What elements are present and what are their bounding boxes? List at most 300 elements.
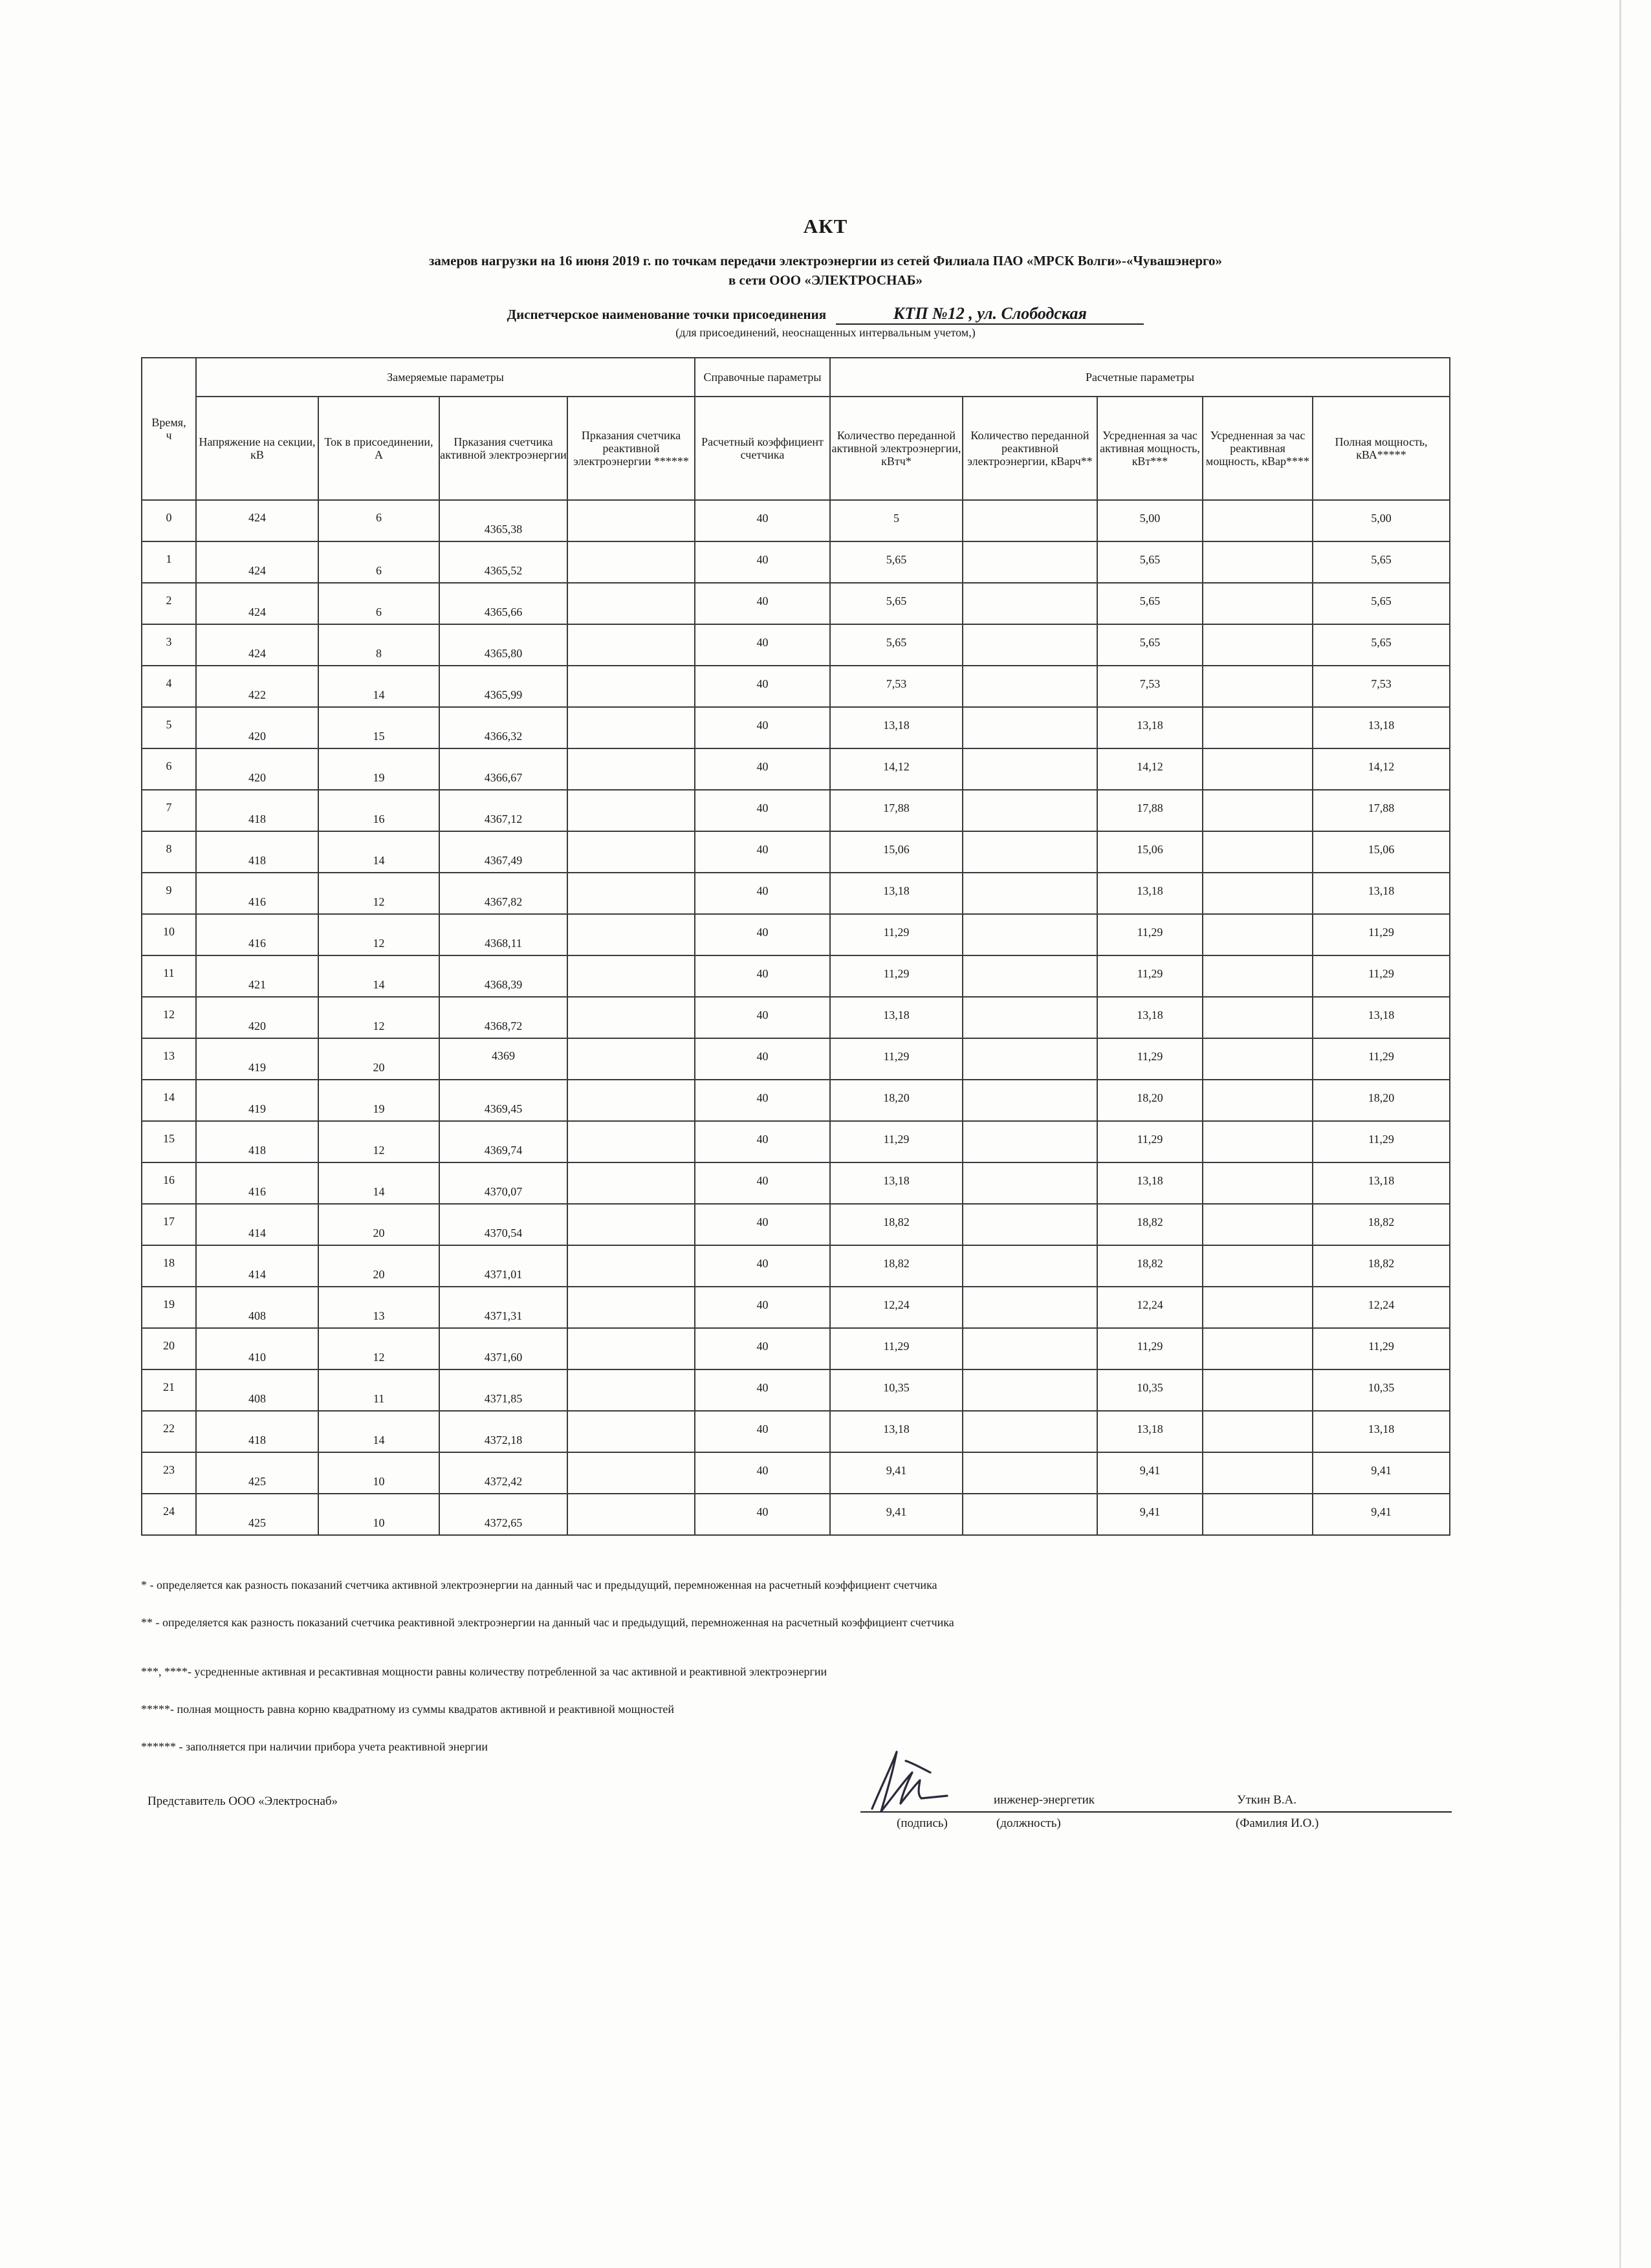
cell-coefficient: 40 — [695, 914, 830, 955]
cell-active-reading: 4371,85 — [439, 1369, 567, 1411]
cell-hour: 7 — [142, 790, 196, 831]
cell-reactive-energy — [963, 583, 1097, 624]
cell-full-power: 18,82 — [1313, 1204, 1450, 1245]
dispatch-name-row — [0, 304, 1651, 325]
cell-voltage: 408 — [196, 1369, 318, 1411]
cell-active-reading: 4365,80 — [439, 624, 567, 666]
cell-avg-active: 5,65 — [1097, 583, 1203, 624]
header-avg-active: Усредненная за час активная мощность, кВт*** — [1097, 397, 1203, 500]
document-subtitle — [0, 251, 1651, 290]
cell-active-energy: 13,18 — [830, 1162, 963, 1204]
cell-active-reading: 4366,67 — [439, 748, 567, 790]
cell-active-reading: 4371,01 — [439, 1245, 567, 1287]
cell-avg-reactive — [1203, 1494, 1313, 1535]
cell-voltage: 424 — [196, 624, 318, 666]
cell-active-energy: 11,29 — [830, 914, 963, 955]
cell-reactive-reading — [567, 748, 695, 790]
table-row — [142, 1411, 1450, 1452]
cell-avg-reactive — [1203, 1162, 1313, 1204]
cell-voltage: 416 — [196, 873, 318, 914]
cell-current: 13 — [318, 1287, 439, 1328]
cell-avg-reactive — [1203, 831, 1313, 873]
cell-active-reading: 4370,07 — [439, 1162, 567, 1204]
cell-current: 14 — [318, 1162, 439, 1204]
cell-avg-active: 14,12 — [1097, 748, 1203, 790]
cell-full-power: 5,65 — [1313, 541, 1450, 583]
cell-coefficient: 40 — [695, 541, 830, 583]
cell-reactive-reading — [567, 624, 695, 666]
cell-current: 16 — [318, 790, 439, 831]
cell-reactive-energy — [963, 1452, 1097, 1494]
cell-coefficient: 40 — [695, 997, 830, 1038]
page-edge — [1619, 0, 1621, 2268]
cell-coefficient: 40 — [695, 1121, 830, 1162]
cell-reactive-energy — [963, 997, 1097, 1038]
cell-full-power: 10,35 — [1313, 1369, 1450, 1411]
cell-avg-reactive — [1203, 500, 1313, 541]
caption-signature: (подпись) — [897, 1816, 948, 1830]
cell-coefficient: 40 — [695, 1204, 830, 1245]
cell-reactive-energy — [963, 914, 1097, 955]
table-row — [142, 790, 1450, 831]
cell-active-energy: 11,29 — [830, 955, 963, 997]
cell-full-power: 13,18 — [1313, 873, 1450, 914]
cell-reactive-reading — [567, 997, 695, 1038]
cell-full-power: 13,18 — [1313, 1411, 1450, 1452]
cell-active-energy: 5,65 — [830, 624, 963, 666]
cell-active-reading: 4365,38 — [439, 500, 567, 541]
table-row — [142, 1162, 1450, 1204]
cell-current: 20 — [318, 1245, 439, 1287]
cell-hour: 15 — [142, 1121, 196, 1162]
cell-reactive-energy — [963, 1494, 1097, 1535]
cell-voltage: 418 — [196, 1411, 318, 1452]
cell-reactive-reading — [567, 1369, 695, 1411]
cell-current: 14 — [318, 831, 439, 873]
cell-avg-active: 9,41 — [1097, 1452, 1203, 1494]
cell-coefficient: 40 — [695, 1038, 830, 1080]
cell-avg-reactive — [1203, 1369, 1313, 1411]
header-avg-reactive: Усредненная за час реактивная мощность, кВар**** — [1203, 397, 1313, 500]
cell-full-power: 9,41 — [1313, 1494, 1450, 1535]
table-row — [142, 1038, 1450, 1080]
document-title: АКТ — [803, 215, 848, 237]
cell-avg-active: 9,41 — [1097, 1494, 1203, 1535]
cell-reactive-reading — [567, 1162, 695, 1204]
cell-reactive-energy — [963, 707, 1097, 748]
header-group-measured: Замеряемые параметры — [196, 358, 695, 397]
cell-avg-active: 13,18 — [1097, 707, 1203, 748]
header-active-reading: Прказания счетчика активной электроэнергии — [439, 397, 567, 500]
cell-current: 14 — [318, 666, 439, 707]
cell-coefficient: 40 — [695, 1369, 830, 1411]
cell-avg-active: 13,18 — [1097, 997, 1203, 1038]
cell-active-energy: 9,41 — [830, 1452, 963, 1494]
cell-coefficient: 40 — [695, 1287, 830, 1328]
cell-reactive-energy — [963, 1080, 1097, 1121]
cell-avg-active: 10,35 — [1097, 1369, 1203, 1411]
cell-reactive-energy — [963, 1411, 1097, 1452]
header-hour: Время, ч — [142, 358, 196, 500]
cell-voltage: 419 — [196, 1038, 318, 1080]
cell-reactive-energy — [963, 1038, 1097, 1080]
cell-full-power: 5,00 — [1313, 500, 1450, 541]
cell-reactive-reading — [567, 500, 695, 541]
cell-hour: 21 — [142, 1369, 196, 1411]
cell-active-reading: 4369 — [439, 1038, 567, 1080]
cell-avg-active: 5,00 — [1097, 500, 1203, 541]
cell-hour: 5 — [142, 707, 196, 748]
cell-current: 10 — [318, 1452, 439, 1494]
cell-avg-active: 13,18 — [1097, 1411, 1203, 1452]
table-row — [142, 1080, 1450, 1121]
cell-active-reading: 4371,31 — [439, 1287, 567, 1328]
cell-active-energy: 14,12 — [830, 748, 963, 790]
cell-active-energy: 12,24 — [830, 1287, 963, 1328]
cell-reactive-energy — [963, 624, 1097, 666]
cell-current: 15 — [318, 707, 439, 748]
cell-avg-reactive — [1203, 748, 1313, 790]
cell-reactive-reading — [567, 1328, 695, 1369]
table-row — [142, 624, 1450, 666]
cell-reactive-energy — [963, 1328, 1097, 1369]
cell-reactive-reading — [567, 1287, 695, 1328]
cell-reactive-energy — [963, 1369, 1097, 1411]
cell-full-power: 11,29 — [1313, 1038, 1450, 1080]
header-coefficient: Расчетный коэффициент счетчика — [695, 397, 830, 500]
cell-reactive-energy — [963, 500, 1097, 541]
cell-current: 12 — [318, 914, 439, 955]
cell-full-power: 11,29 — [1313, 914, 1450, 955]
cell-hour: 22 — [142, 1411, 196, 1452]
cell-avg-reactive — [1203, 624, 1313, 666]
cell-full-power: 12,24 — [1313, 1287, 1450, 1328]
cell-active-reading: 4372,65 — [439, 1494, 567, 1535]
cell-active-energy: 18,82 — [830, 1204, 963, 1245]
cell-reactive-reading — [567, 1452, 695, 1494]
cell-coefficient: 40 — [695, 1411, 830, 1452]
table-body — [142, 500, 1450, 1535]
cell-reactive-reading — [567, 1121, 695, 1162]
header-reactive-energy: Количество переданной реактивной электроэнергии, кВарч** — [963, 397, 1097, 500]
signatory-name: Уткин В.А. — [1237, 1793, 1296, 1807]
cell-avg-reactive — [1203, 955, 1313, 997]
cell-active-reading: 4368,11 — [439, 914, 567, 955]
table-row — [142, 1452, 1450, 1494]
subtitle-line-2: в сети ООО «ЭЛЕКТРОСНАБ» — [728, 272, 923, 288]
cell-current: 6 — [318, 583, 439, 624]
caption-position: (должность) — [996, 1816, 1061, 1830]
table-row — [142, 914, 1450, 955]
cell-voltage: 425 — [196, 1494, 318, 1535]
cell-active-reading: 4365,52 — [439, 541, 567, 583]
cell-avg-reactive — [1203, 1328, 1313, 1369]
cell-reactive-reading — [567, 831, 695, 873]
cell-coefficient: 40 — [695, 790, 830, 831]
cell-avg-active: 11,29 — [1097, 1328, 1203, 1369]
cell-voltage: 414 — [196, 1245, 318, 1287]
measurement-table — [141, 357, 1450, 1536]
cell-avg-active: 12,24 — [1097, 1287, 1203, 1328]
cell-avg-active: 11,29 — [1097, 914, 1203, 955]
header-voltage: Напряжение на секции, кВ — [196, 397, 318, 500]
cell-avg-reactive — [1203, 873, 1313, 914]
cell-avg-reactive — [1203, 1080, 1313, 1121]
cell-avg-active: 17,88 — [1097, 790, 1203, 831]
cell-current: 20 — [318, 1204, 439, 1245]
cell-hour: 8 — [142, 831, 196, 873]
cell-active-reading: 4365,66 — [439, 583, 567, 624]
cell-current: 14 — [318, 1411, 439, 1452]
table-row — [142, 1369, 1450, 1411]
cell-active-energy: 13,18 — [830, 1411, 963, 1452]
cell-current: 8 — [318, 624, 439, 666]
cell-hour: 0 — [142, 500, 196, 541]
cell-full-power: 13,18 — [1313, 997, 1450, 1038]
cell-reactive-reading — [567, 955, 695, 997]
cell-voltage: 420 — [196, 997, 318, 1038]
cell-voltage: 414 — [196, 1204, 318, 1245]
cell-current: 12 — [318, 1328, 439, 1369]
cell-active-reading: 4366,32 — [439, 707, 567, 748]
cell-full-power: 7,53 — [1313, 666, 1450, 707]
cell-coefficient: 40 — [695, 873, 830, 914]
cell-hour: 3 — [142, 624, 196, 666]
cell-current: 6 — [318, 500, 439, 541]
cell-avg-active: 18,82 — [1097, 1204, 1203, 1245]
cell-avg-active: 7,53 — [1097, 666, 1203, 707]
cell-avg-reactive — [1203, 666, 1313, 707]
table-row — [142, 541, 1450, 583]
representative-label: Представитель ООО «Электроснаб» — [148, 1794, 338, 1808]
cell-voltage: 418 — [196, 790, 318, 831]
cell-avg-reactive — [1203, 1245, 1313, 1287]
cell-coefficient: 40 — [695, 666, 830, 707]
cell-active-energy: 11,29 — [830, 1328, 963, 1369]
cell-hour: 9 — [142, 873, 196, 914]
cell-avg-active: 13,18 — [1097, 1162, 1203, 1204]
cell-avg-reactive — [1203, 1204, 1313, 1245]
cell-current: 11 — [318, 1369, 439, 1411]
cell-active-energy: 10,35 — [830, 1369, 963, 1411]
cell-coefficient: 40 — [695, 624, 830, 666]
cell-voltage: 424 — [196, 500, 318, 541]
cell-avg-reactive — [1203, 914, 1313, 955]
cell-reactive-energy — [963, 1121, 1097, 1162]
cell-avg-active: 5,65 — [1097, 541, 1203, 583]
cell-reactive-energy — [963, 666, 1097, 707]
cell-voltage: 418 — [196, 1121, 318, 1162]
cell-voltage: 420 — [196, 748, 318, 790]
cell-reactive-energy — [963, 1162, 1097, 1204]
cell-reactive-energy — [963, 831, 1097, 873]
cell-hour: 12 — [142, 997, 196, 1038]
cell-reactive-energy — [963, 1245, 1097, 1287]
cell-full-power: 11,29 — [1313, 1121, 1450, 1162]
cell-coefficient: 40 — [695, 1162, 830, 1204]
cell-coefficient: 40 — [695, 1494, 830, 1535]
dispatch-label: Диспетчерское наименование точки присоединения — [507, 307, 827, 322]
header-full-power: Полная мощность, кВА***** — [1313, 397, 1450, 500]
signatory-position: инженер-энергетик — [994, 1793, 1095, 1807]
cell-avg-reactive — [1203, 1452, 1313, 1494]
cell-active-reading: 4369,45 — [439, 1080, 567, 1121]
cell-avg-reactive — [1203, 1038, 1313, 1080]
cell-active-reading: 4370,54 — [439, 1204, 567, 1245]
cell-avg-active: 15,06 — [1097, 831, 1203, 873]
cell-hour: 20 — [142, 1328, 196, 1369]
cell-reactive-reading — [567, 873, 695, 914]
cell-active-reading: 4367,12 — [439, 790, 567, 831]
cell-current: 19 — [318, 1080, 439, 1121]
cell-current: 19 — [318, 748, 439, 790]
cell-hour: 19 — [142, 1287, 196, 1328]
cell-reactive-reading — [567, 666, 695, 707]
table-row — [142, 748, 1450, 790]
cell-active-reading: 4367,49 — [439, 831, 567, 873]
cell-current: 12 — [318, 1121, 439, 1162]
cell-hour: 11 — [142, 955, 196, 997]
cell-active-reading: 4368,39 — [439, 955, 567, 997]
cell-full-power: 17,88 — [1313, 790, 1450, 831]
cell-avg-active: 18,20 — [1097, 1080, 1203, 1121]
handwritten-signature — [867, 1747, 951, 1818]
cell-current: 14 — [318, 955, 439, 997]
dispatch-value: КТП №12 , ул. Слободская — [836, 304, 1144, 325]
cell-coefficient: 40 — [695, 1080, 830, 1121]
table-row — [142, 1121, 1450, 1162]
footnote: ****** - заполняется при наличии прибора учета реактивной энергии — [141, 1740, 488, 1753]
cell-active-energy: 13,18 — [830, 707, 963, 748]
cell-reactive-energy — [963, 873, 1097, 914]
cell-voltage: 418 — [196, 831, 318, 873]
cell-full-power: 11,29 — [1313, 955, 1450, 997]
cell-hour: 23 — [142, 1452, 196, 1494]
header-current: Ток в присоединении, А — [318, 397, 439, 500]
cell-avg-active: 18,82 — [1097, 1245, 1203, 1287]
cell-active-energy: 15,06 — [830, 831, 963, 873]
footnote: * - определяется как разность показаний счетчика активной электроэнергии на данный час и предыдущий, перемноженная на расчетный коэффициент счетчика — [141, 1578, 937, 1591]
cell-hour: 18 — [142, 1245, 196, 1287]
cell-avg-reactive — [1203, 541, 1313, 583]
footnote: *****- полная мощность равна корню квадратному из суммы квадратов активной и реактивной мощностей — [141, 1703, 675, 1716]
signature-line — [860, 1811, 1452, 1813]
cell-active-energy: 17,88 — [830, 790, 963, 831]
cell-voltage: 410 — [196, 1328, 318, 1369]
cell-reactive-reading — [567, 914, 695, 955]
table-row — [142, 500, 1450, 541]
cell-hour: 24 — [142, 1494, 196, 1535]
cell-current: 10 — [318, 1494, 439, 1535]
cell-reactive-reading — [567, 1038, 695, 1080]
cell-avg-active: 5,65 — [1097, 624, 1203, 666]
cell-voltage: 422 — [196, 666, 318, 707]
table-row — [142, 955, 1450, 997]
cell-active-energy: 18,82 — [830, 1245, 963, 1287]
table-row — [142, 1494, 1450, 1535]
footnote: ** - определяется как разность показаний счетчика реактивной электроэнергии на данный час и предыдущий, перемноженная на расчетный коэффициент счетчика — [141, 1616, 954, 1629]
cell-avg-active: 11,29 — [1097, 955, 1203, 997]
cell-full-power: 13,18 — [1313, 707, 1450, 748]
table-row — [142, 583, 1450, 624]
cell-full-power: 18,20 — [1313, 1080, 1450, 1121]
cell-current: 6 — [318, 541, 439, 583]
cell-active-energy: 13,18 — [830, 997, 963, 1038]
cell-full-power: 11,29 — [1313, 1328, 1450, 1369]
cell-active-reading: 4365,99 — [439, 666, 567, 707]
table-row — [142, 1245, 1450, 1287]
header-group-calculated: Расчетные параметры — [830, 358, 1450, 397]
cell-reactive-reading — [567, 707, 695, 748]
cell-avg-reactive — [1203, 1121, 1313, 1162]
cell-active-energy: 5,65 — [830, 541, 963, 583]
header-group-reference: Справочные параметры — [695, 358, 830, 397]
cell-current: 12 — [318, 997, 439, 1038]
cell-reactive-energy — [963, 955, 1097, 997]
cell-active-energy: 9,41 — [830, 1494, 963, 1535]
header-active-energy: Количество переданной активной электроэнергии, кВтч* — [830, 397, 963, 500]
cell-reactive-energy — [963, 541, 1097, 583]
cell-coefficient: 40 — [695, 1452, 830, 1494]
cell-voltage: 419 — [196, 1080, 318, 1121]
cell-voltage: 421 — [196, 955, 318, 997]
cell-coefficient: 40 — [695, 500, 830, 541]
table-row — [142, 1328, 1450, 1369]
cell-full-power: 18,82 — [1313, 1245, 1450, 1287]
cell-active-reading: 4372,42 — [439, 1452, 567, 1494]
cell-avg-active: 11,29 — [1097, 1038, 1203, 1080]
cell-active-energy: 5 — [830, 500, 963, 541]
cell-coefficient: 40 — [695, 1328, 830, 1369]
table-row — [142, 997, 1450, 1038]
cell-active-energy: 11,29 — [830, 1121, 963, 1162]
cell-full-power: 13,18 — [1313, 1162, 1450, 1204]
cell-reactive-reading — [567, 1245, 695, 1287]
cell-reactive-energy — [963, 748, 1097, 790]
cell-coefficient: 40 — [695, 748, 830, 790]
cell-avg-reactive — [1203, 790, 1313, 831]
cell-hour: 1 — [142, 541, 196, 583]
cell-avg-active: 11,29 — [1097, 1121, 1203, 1162]
cell-active-reading: 4369,74 — [439, 1121, 567, 1162]
subtitle-line-1: замеров нагрузки на 16 июня 2019 г. по точкам передачи электроэнергии из сетей Филиала ПАО «МРСК Волги»-«Чувашэнерго» — [428, 253, 1223, 268]
footnote: ***, ****- усредненные активная и ресактивная мощности равны количеству потребленной за час активной и реактивной электроэнергии — [141, 1665, 827, 1678]
cell-voltage: 408 — [196, 1287, 318, 1328]
cell-full-power: 14,12 — [1313, 748, 1450, 790]
cell-coefficient: 40 — [695, 831, 830, 873]
cell-voltage: 416 — [196, 1162, 318, 1204]
cell-current: 12 — [318, 873, 439, 914]
cell-hour: 4 — [142, 666, 196, 707]
table-row — [142, 831, 1450, 873]
cell-reactive-reading — [567, 1411, 695, 1452]
table-row — [142, 1204, 1450, 1245]
cell-avg-reactive — [1203, 583, 1313, 624]
table-row — [142, 707, 1450, 748]
cell-reactive-reading — [567, 1494, 695, 1535]
cell-coefficient: 40 — [695, 583, 830, 624]
cell-avg-reactive — [1203, 997, 1313, 1038]
cell-active-energy: 13,18 — [830, 873, 963, 914]
cell-active-reading: 4371,60 — [439, 1328, 567, 1369]
cell-coefficient: 40 — [695, 1245, 830, 1287]
table-row — [142, 666, 1450, 707]
cell-full-power: 5,65 — [1313, 583, 1450, 624]
cell-reactive-energy — [963, 790, 1097, 831]
cell-avg-reactive — [1203, 1287, 1313, 1328]
cell-current: 20 — [318, 1038, 439, 1080]
cell-voltage: 424 — [196, 541, 318, 583]
